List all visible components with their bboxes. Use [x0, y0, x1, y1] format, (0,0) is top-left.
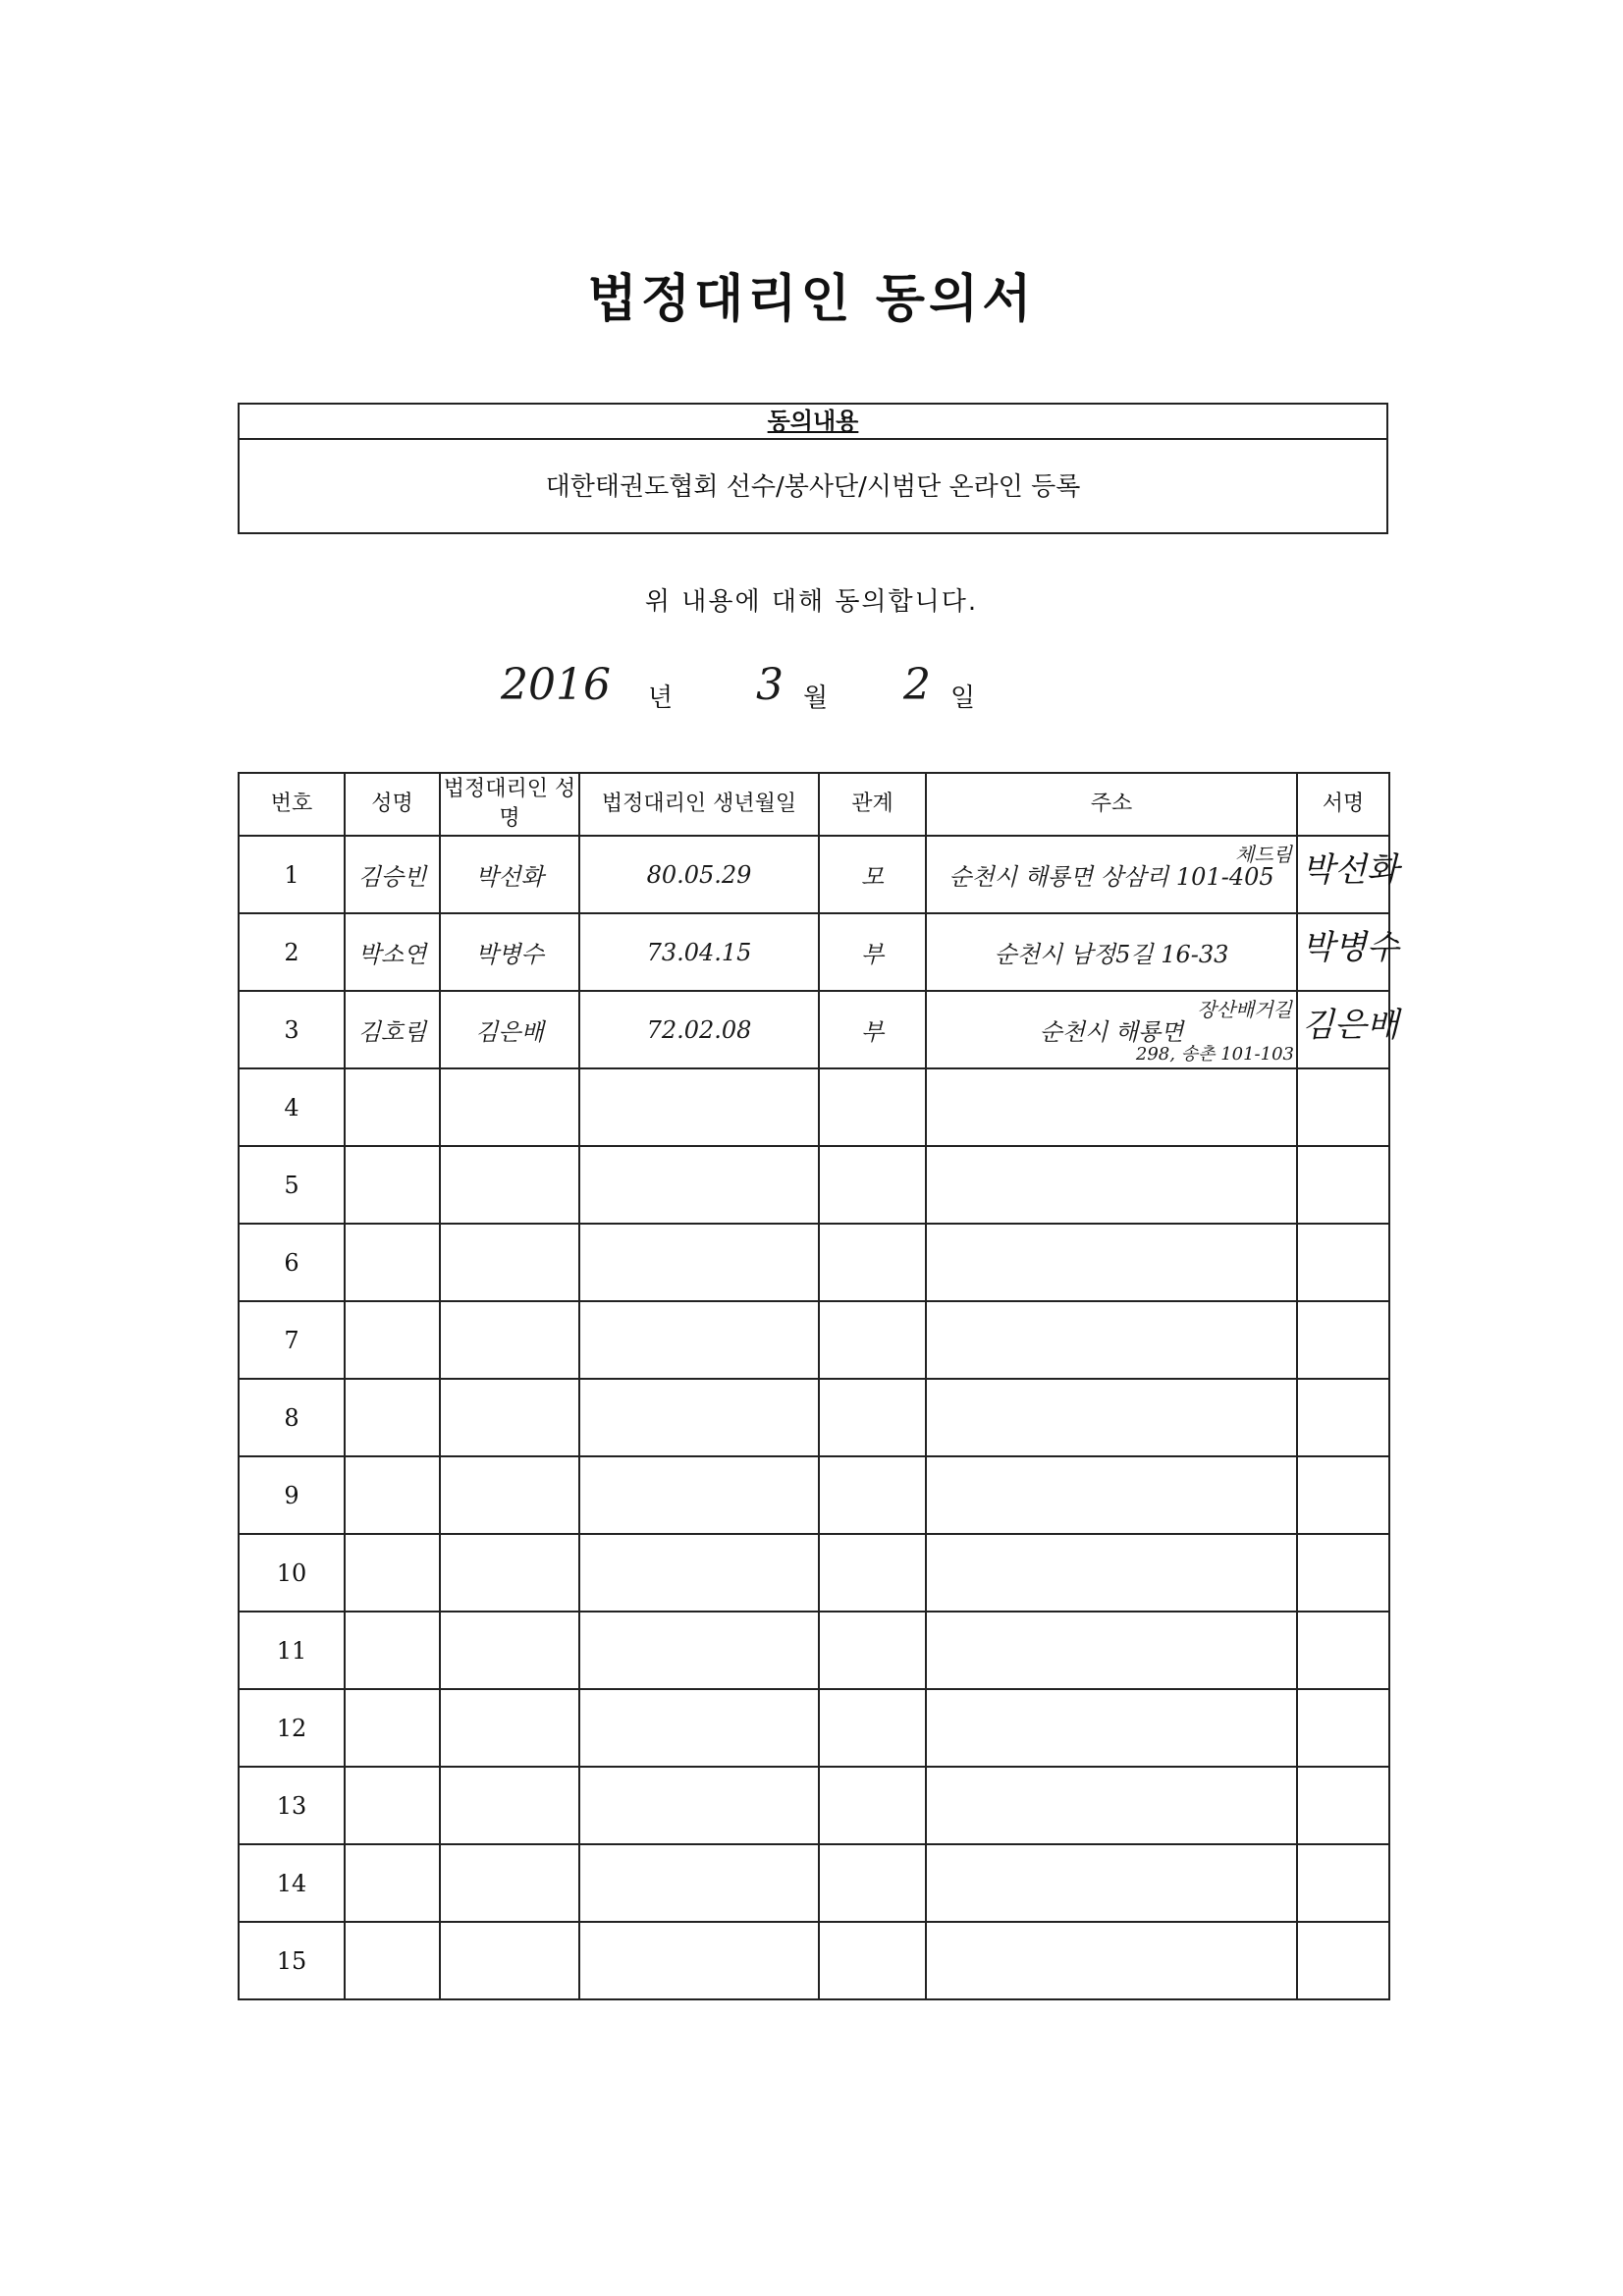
- student-name-cell[interactable]: [345, 1844, 440, 1922]
- address-cell[interactable]: [926, 836, 1297, 913]
- table-row: [239, 1767, 1389, 1844]
- address-extra-text: 체드림: [1235, 843, 1292, 866]
- address-cell[interactable]: [926, 1379, 1297, 1456]
- signature-cell[interactable]: [1297, 1379, 1389, 1456]
- signature-mark: 김은배: [1302, 1006, 1399, 1045]
- table-row: [239, 913, 1389, 991]
- address-cell[interactable]: [926, 913, 1297, 991]
- row-number: 6: [239, 1224, 345, 1301]
- guardian-birth-cell[interactable]: [579, 1224, 819, 1301]
- table-row: [239, 1379, 1389, 1456]
- consent-header-text: 동의내용: [767, 408, 859, 435]
- relation-cell[interactable]: [819, 1612, 926, 1689]
- guardian-birth-cell[interactable]: 73.04.15: [579, 913, 819, 991]
- consent-body: 대한태권도협회 선수/봉사단/시범단 온라인 등록: [545, 472, 1081, 502]
- table-row: [239, 1922, 1389, 1999]
- date-year-label: 년: [648, 683, 674, 713]
- address-cell[interactable]: [926, 1146, 1297, 1224]
- relation-cell[interactable]: 부: [819, 913, 926, 991]
- relation-cell[interactable]: [819, 1301, 926, 1379]
- row-number: 4: [239, 1068, 345, 1146]
- header-name: 성명: [345, 773, 440, 836]
- guardian-name-cell[interactable]: 김은배: [440, 991, 579, 1068]
- table-row: [239, 1146, 1389, 1224]
- guardian-name-cell[interactable]: [440, 1612, 579, 1689]
- signature-cell[interactable]: [1297, 1534, 1389, 1612]
- address-cell[interactable]: [926, 1689, 1297, 1767]
- relation-cell[interactable]: [819, 1844, 926, 1922]
- address-cell[interactable]: [926, 991, 1297, 1068]
- guardian-birth-cell[interactable]: [579, 1612, 819, 1689]
- guardian-birth-cell[interactable]: [579, 1146, 819, 1224]
- table-row: [239, 1224, 1389, 1301]
- row-number: 5: [239, 1146, 345, 1224]
- table-row: [239, 1689, 1389, 1767]
- row-number: 2: [239, 913, 345, 991]
- guardian-birth-cell[interactable]: [579, 1534, 819, 1612]
- address-cell[interactable]: [926, 1224, 1297, 1301]
- student-name-cell[interactable]: [345, 1922, 440, 1999]
- table-header-row: [239, 773, 1389, 836]
- guardian-birth-cell[interactable]: 72.02.08: [579, 991, 819, 1068]
- relation-cell[interactable]: 부: [819, 991, 926, 1068]
- address-text: 순천시 해룡면: [1039, 1018, 1184, 1046]
- student-name-cell[interactable]: [345, 1301, 440, 1379]
- signature-mark: 박선화: [1302, 850, 1399, 890]
- signature-cell[interactable]: [1297, 1068, 1389, 1146]
- student-name-cell[interactable]: 김승빈: [345, 836, 440, 913]
- guardian-name-cell[interactable]: [440, 1767, 579, 1844]
- row-number: 13: [239, 1767, 345, 1844]
- row-number: 12: [239, 1689, 345, 1767]
- consent-box: [238, 403, 1388, 534]
- relation-cell[interactable]: 모: [819, 836, 926, 913]
- student-name-cell[interactable]: 김호림: [345, 991, 440, 1068]
- guardian-birth-cell[interactable]: [579, 1922, 819, 1999]
- guardian-birth-cell[interactable]: [579, 1456, 819, 1534]
- signature-cell[interactable]: [1297, 1922, 1389, 1999]
- address-cell[interactable]: [926, 1922, 1297, 1999]
- address-cell[interactable]: [926, 1456, 1297, 1534]
- relation-cell[interactable]: [819, 1146, 926, 1224]
- signature-cell[interactable]: [1297, 913, 1399, 991]
- address-text: 순천시 해룡면 상삼리 101-405: [948, 863, 1274, 891]
- guardian-birth-cell[interactable]: [579, 1068, 819, 1146]
- header-guardian-birth: 법정대리인 생년월일: [579, 773, 819, 836]
- row-number: 1: [239, 836, 345, 913]
- header-no: 번호: [239, 773, 345, 836]
- table-row: [239, 1068, 1389, 1146]
- relation-cell[interactable]: [819, 1767, 926, 1844]
- relation-cell[interactable]: [819, 1068, 926, 1146]
- table-row: [239, 836, 1389, 913]
- guardian-name-cell[interactable]: [440, 1534, 579, 1612]
- document-title: 법정대리인 동의서: [587, 270, 1036, 329]
- row-number: 11: [239, 1612, 345, 1689]
- signature-cell[interactable]: [1297, 1767, 1389, 1844]
- guardian-birth-cell[interactable]: [579, 1844, 819, 1922]
- date-day-label: 일: [950, 683, 976, 713]
- student-name-cell[interactable]: 박소연: [345, 913, 440, 991]
- relation-cell[interactable]: [819, 1379, 926, 1456]
- signature-cell[interactable]: [1297, 1224, 1389, 1301]
- address-cell[interactable]: [926, 1844, 1297, 1922]
- agree-statement: 위 내용에 대해 동의합니다.: [644, 587, 979, 617]
- address-cell[interactable]: [926, 1301, 1297, 1379]
- header-address: 주소: [926, 773, 1297, 836]
- guardian-name-cell[interactable]: [440, 1068, 579, 1146]
- relation-cell[interactable]: [819, 1922, 926, 1999]
- date-month[interactable]: 3: [756, 660, 784, 710]
- signature-cell[interactable]: [1297, 1146, 1389, 1224]
- guardian-birth-cell[interactable]: 80.05.29: [579, 836, 819, 913]
- signature-cell[interactable]: [1297, 1689, 1389, 1767]
- address-extra2-text: 298, 송촌 101-103: [1135, 1044, 1294, 1065]
- registration-table: [238, 772, 1399, 2000]
- signature-cell[interactable]: [1297, 836, 1399, 913]
- table-row: [239, 991, 1389, 1068]
- guardian-name-cell[interactable]: [440, 1456, 579, 1534]
- row-number: 8: [239, 1379, 345, 1456]
- relation-cell[interactable]: [819, 1689, 926, 1767]
- student-name-cell[interactable]: [345, 1767, 440, 1844]
- signature-cell[interactable]: [1297, 1612, 1389, 1689]
- table-row: [239, 1844, 1389, 1922]
- header-guardian-name: 법정대리인 성명: [440, 773, 579, 836]
- guardian-birth-cell[interactable]: [579, 1301, 819, 1379]
- relation-cell[interactable]: [819, 1224, 926, 1301]
- consent-header: [240, 405, 1386, 440]
- date-row: [491, 660, 1041, 729]
- guardian-name-cell[interactable]: [440, 1146, 579, 1224]
- student-name-cell[interactable]: [345, 1456, 440, 1534]
- header-relation: 관계: [819, 773, 926, 836]
- guardian-name-cell[interactable]: [440, 1301, 579, 1379]
- date-year[interactable]: 2016: [501, 660, 611, 710]
- guardian-birth-cell[interactable]: [579, 1379, 819, 1456]
- signature-cell[interactable]: [1297, 991, 1399, 1068]
- row-number: 3: [239, 991, 345, 1068]
- header-signature: 서명: [1297, 773, 1389, 836]
- student-name-cell[interactable]: [345, 1146, 440, 1224]
- address-cell[interactable]: [926, 1612, 1297, 1689]
- signature-cell[interactable]: [1297, 1456, 1389, 1534]
- signature-mark: 박병수: [1302, 928, 1399, 967]
- table-row: [239, 1456, 1389, 1534]
- address-cell[interactable]: [926, 1767, 1297, 1844]
- address-cell[interactable]: [926, 1068, 1297, 1146]
- row-number: 14: [239, 1844, 345, 1922]
- guardian-birth-cell[interactable]: [579, 1767, 819, 1844]
- guardian-name-cell[interactable]: [440, 1379, 579, 1456]
- row-number: 7: [239, 1301, 345, 1379]
- row-number: 10: [239, 1534, 345, 1612]
- student-name-cell[interactable]: [345, 1689, 440, 1767]
- guardian-name-cell[interactable]: [440, 1224, 579, 1301]
- table-row: [239, 1301, 1389, 1379]
- table-row: [239, 1612, 1389, 1689]
- guardian-birth-cell[interactable]: [579, 1689, 819, 1767]
- signature-cell[interactable]: [1297, 1844, 1389, 1922]
- relation-cell[interactable]: [819, 1534, 926, 1612]
- row-number: 9: [239, 1456, 345, 1534]
- date-month-label: 월: [803, 683, 829, 713]
- guardian-name-cell[interactable]: [440, 1844, 579, 1922]
- address-extra-text: 장산배거길: [1197, 998, 1292, 1021]
- guardian-name-cell[interactable]: 박병수: [440, 913, 579, 991]
- student-name-cell[interactable]: [345, 1224, 440, 1301]
- student-name-cell[interactable]: [345, 1068, 440, 1146]
- guardian-name-cell[interactable]: [440, 1689, 579, 1767]
- student-name-cell[interactable]: [345, 1612, 440, 1689]
- row-number: 15: [239, 1922, 345, 1999]
- signature-cell[interactable]: [1297, 1301, 1389, 1379]
- guardian-name-cell[interactable]: [440, 1922, 579, 1999]
- student-name-cell[interactable]: [345, 1534, 440, 1612]
- guardian-name-cell[interactable]: 박선화: [440, 836, 579, 913]
- address-cell[interactable]: [926, 1534, 1297, 1612]
- student-name-cell[interactable]: [345, 1379, 440, 1456]
- date-day[interactable]: 2: [903, 660, 931, 710]
- address-text: 순천시 남정5길 16-33: [994, 941, 1229, 968]
- table-row: [239, 1534, 1389, 1612]
- relation-cell[interactable]: [819, 1456, 926, 1534]
